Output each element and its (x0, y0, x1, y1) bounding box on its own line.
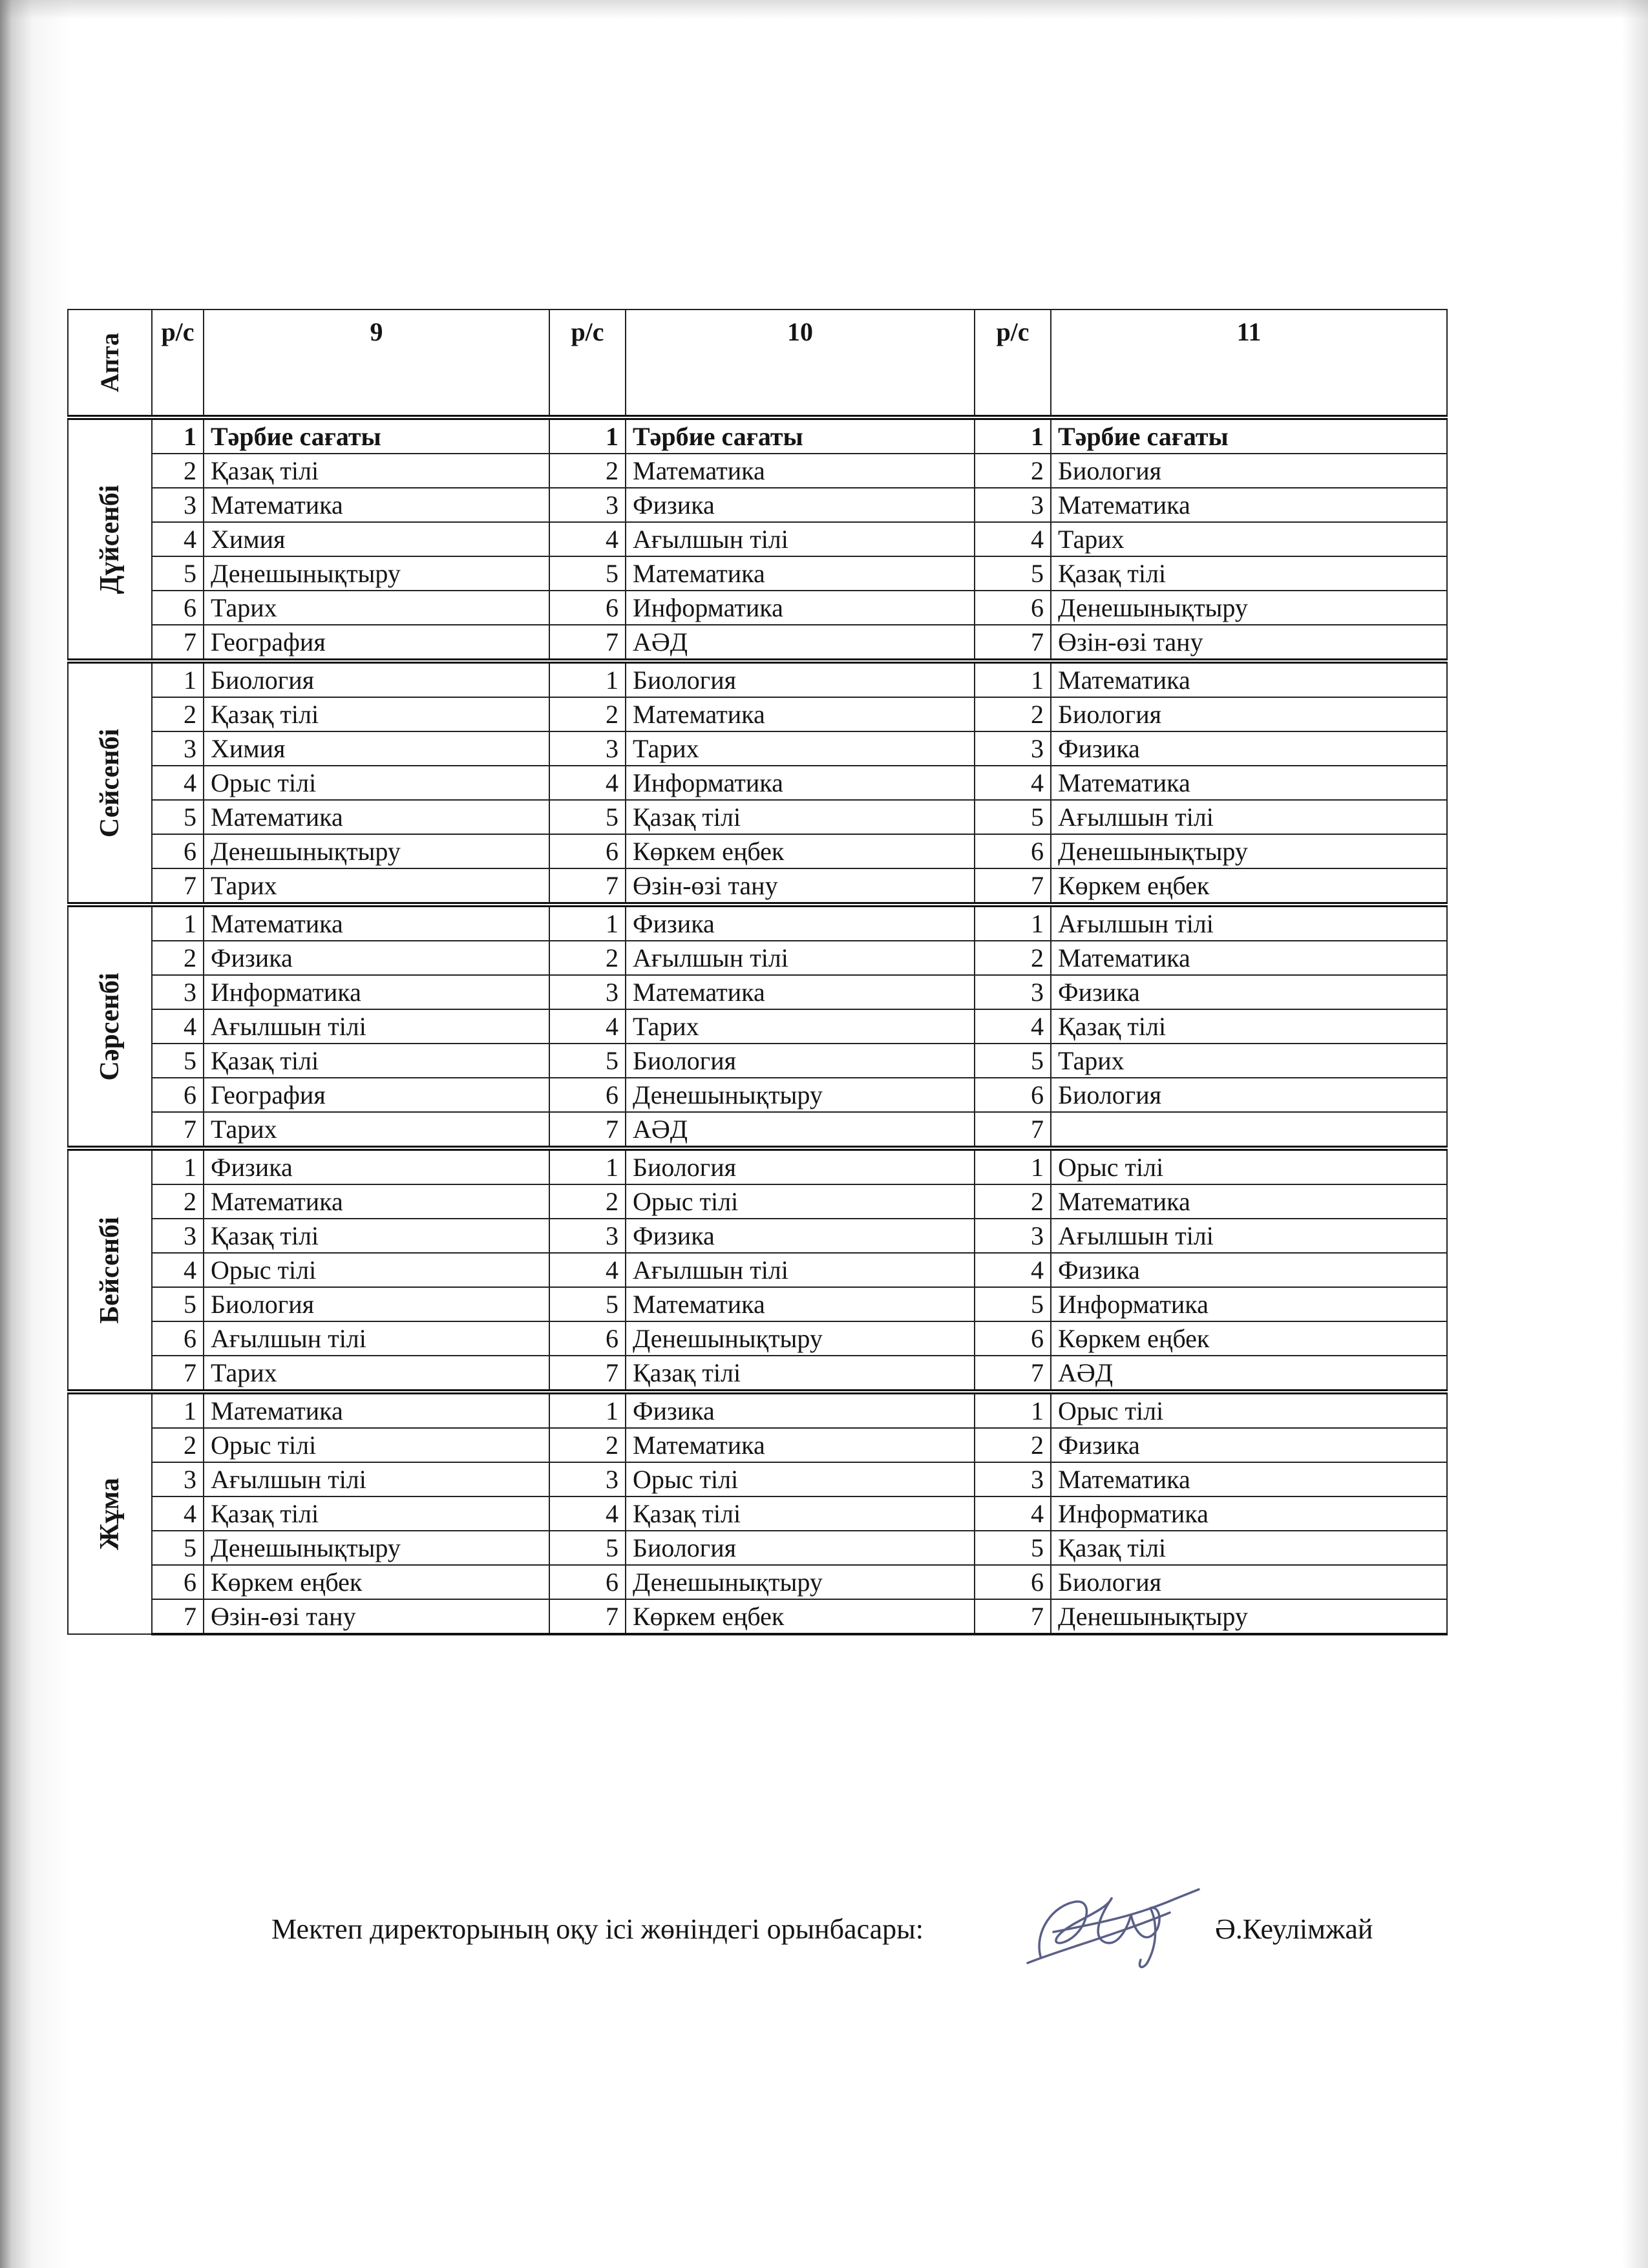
lesson-number-11: 5 (975, 556, 1051, 591)
lesson-number-9: 5 (152, 1044, 204, 1078)
day-name: Сәрсенбі (95, 972, 125, 1080)
handwritten-signature (1015, 1873, 1209, 1976)
subject-10: Математика (626, 1287, 975, 1321)
table-row (68, 556, 1447, 591)
subject-11: Тарих (1051, 522, 1447, 556)
lesson-number-11: 4 (975, 766, 1051, 800)
lesson-number-9: 6 (152, 1078, 204, 1112)
subject-9: Орыс тілі (204, 1428, 549, 1462)
table-row (68, 1009, 1447, 1044)
subject-10: Математика (626, 697, 975, 731)
subject-10: Тарих (626, 1009, 975, 1044)
subject-10: Көркем еңбек (626, 1599, 975, 1634)
lesson-number-11: 6 (975, 834, 1051, 868)
lesson-number-11: 4 (975, 522, 1051, 556)
subject-10: Математика (626, 454, 975, 488)
subject-11: Физика (1051, 1428, 1447, 1462)
lesson-number-11: 6 (975, 1321, 1051, 1356)
lesson-number-9: 2 (152, 454, 204, 488)
subject-10: Биология (626, 661, 975, 697)
table-row (68, 488, 1447, 522)
subject-10: Денешынықтыру (626, 1078, 975, 1112)
subject-9: Қазақ тілі (204, 697, 549, 731)
table-row (68, 1462, 1447, 1496)
day-name: Дүйсенбі (95, 485, 125, 594)
subject-10: Ағылшын тілі (626, 941, 975, 975)
lesson-number-9: 4 (152, 766, 204, 800)
subject-9: Математика (204, 488, 549, 522)
table-row (68, 697, 1447, 731)
lesson-number-header-9: р/с (152, 310, 204, 417)
subject-9: Орыс тілі (204, 1253, 549, 1287)
lesson-number-11: 3 (975, 1462, 1051, 1496)
week-header (68, 310, 152, 417)
scan-shadow-left (0, 0, 71, 2268)
subject-9: Тарих (204, 868, 549, 905)
lesson-number-9: 4 (152, 1496, 204, 1531)
subject-11: Математика (1051, 661, 1447, 697)
subject-11: Физика (1051, 975, 1447, 1009)
table-row (68, 834, 1447, 868)
table-row (68, 1356, 1447, 1392)
lesson-number-10: 2 (549, 1184, 626, 1219)
table-row (68, 1565, 1447, 1599)
lesson-number-10: 4 (549, 522, 626, 556)
scan-shadow-right (1622, 0, 1648, 2268)
subject-9: Денешынықтыру (204, 556, 549, 591)
subject-11: Көркем еңбек (1051, 1321, 1447, 1356)
subject-11: Биология (1051, 454, 1447, 488)
lesson-number-10: 6 (549, 1565, 626, 1599)
table-row (68, 591, 1447, 625)
subject-9: Денешынықтыру (204, 1531, 549, 1565)
lesson-number-10: 1 (549, 1392, 626, 1428)
subject-10: Көркем еңбек (626, 834, 975, 868)
lesson-number-11: 4 (975, 1253, 1051, 1287)
lesson-number-11: 7 (975, 868, 1051, 905)
lesson-number-10: 7 (549, 625, 626, 661)
lesson-number-10: 7 (549, 1112, 626, 1148)
lesson-number-9: 2 (152, 941, 204, 975)
table-row (68, 1112, 1447, 1148)
lesson-number-9: 3 (152, 488, 204, 522)
lesson-number-10: 2 (549, 941, 626, 975)
table-row (68, 1184, 1447, 1219)
lesson-number-10: 4 (549, 1496, 626, 1531)
table-row (68, 625, 1447, 661)
lesson-number-10: 3 (549, 1219, 626, 1253)
lesson-number-9: 5 (152, 556, 204, 591)
deputy-name: Ә.Кеулімжай (1215, 1913, 1373, 1945)
subject-11: Биология (1051, 697, 1447, 731)
table-row (68, 1599, 1447, 1634)
lesson-number-11: 4 (975, 1009, 1051, 1044)
lesson-number-10: 5 (549, 1531, 626, 1565)
subject-10: Биология (626, 1044, 975, 1078)
lesson-number-11: 6 (975, 1078, 1051, 1112)
subject-10: Тәрбие сағаты (626, 417, 975, 454)
subject-10: Орыс тілі (626, 1462, 975, 1496)
subject-10: Қазақ тілі (626, 800, 975, 834)
table-row (68, 905, 1447, 941)
lesson-number-11: 3 (975, 488, 1051, 522)
lesson-number-10: 4 (549, 1253, 626, 1287)
lesson-number-11: 2 (975, 941, 1051, 975)
lesson-number-11: 2 (975, 1184, 1051, 1219)
subject-11: Қазақ тілі (1051, 1009, 1447, 1044)
subject-9: Денешынықтыру (204, 834, 549, 868)
table-row (68, 417, 1447, 454)
subject-11: Информатика (1051, 1287, 1447, 1321)
subject-9: Қазақ тілі (204, 454, 549, 488)
class-10-header: 10 (626, 310, 975, 417)
lesson-number-10: 4 (549, 766, 626, 800)
subject-10: Математика (626, 975, 975, 1009)
subject-10: Тарих (626, 731, 975, 766)
lesson-number-9: 3 (152, 1462, 204, 1496)
subject-9: Ағылшын тілі (204, 1009, 549, 1044)
lesson-number-11: 1 (975, 661, 1051, 697)
table-row (68, 1496, 1447, 1531)
lesson-number-11: 4 (975, 1496, 1051, 1531)
lesson-number-11: 3 (975, 731, 1051, 766)
lesson-number-10: 6 (549, 834, 626, 868)
lesson-number-10: 5 (549, 1044, 626, 1078)
subject-10: Өзін-өзі тану (626, 868, 975, 905)
lesson-number-9: 7 (152, 1356, 204, 1392)
day-name: Сейсенбі (95, 728, 125, 837)
subject-10: Математика (626, 1428, 975, 1462)
table-row (68, 800, 1447, 834)
header-row (68, 310, 1447, 417)
subject-9: Информатика (204, 975, 549, 1009)
class-9-header: 9 (204, 310, 549, 417)
subject-9: Тарих (204, 1356, 549, 1392)
lesson-number-9: 2 (152, 1184, 204, 1219)
lesson-number-9: 7 (152, 868, 204, 905)
table-row (68, 941, 1447, 975)
table-row (68, 1392, 1447, 1428)
subject-10: Информатика (626, 591, 975, 625)
subject-11 (1051, 1112, 1447, 1148)
subject-9: Математика (204, 1184, 549, 1219)
lesson-number-10: 6 (549, 1321, 626, 1356)
lesson-number-9: 2 (152, 697, 204, 731)
lesson-number-11: 1 (975, 905, 1051, 941)
lesson-number-10: 7 (549, 1356, 626, 1392)
lesson-number-11: 1 (975, 1148, 1051, 1184)
lesson-number-10: 2 (549, 454, 626, 488)
lesson-number-10: 2 (549, 1428, 626, 1462)
subject-10: Физика (626, 1392, 975, 1428)
day-cell (68, 1392, 152, 1634)
lesson-number-11: 6 (975, 591, 1051, 625)
table-row (68, 454, 1447, 488)
lesson-number-11: 2 (975, 697, 1051, 731)
lesson-number-10: 1 (549, 905, 626, 941)
subject-9: Физика (204, 1148, 549, 1184)
lesson-number-10: 1 (549, 1148, 626, 1184)
subject-11: Қазақ тілі (1051, 556, 1447, 591)
subject-10: АӘД (626, 625, 975, 661)
subject-10: Денешынықтыру (626, 1565, 975, 1599)
subject-11: АӘД (1051, 1356, 1447, 1392)
lesson-number-9: 7 (152, 1112, 204, 1148)
subject-11: Математика (1051, 488, 1447, 522)
lesson-number-10: 3 (549, 1462, 626, 1496)
subject-10: Физика (626, 1219, 975, 1253)
lesson-number-9: 4 (152, 1009, 204, 1044)
subject-9: Физика (204, 941, 549, 975)
lesson-number-11: 7 (975, 1356, 1051, 1392)
lesson-number-9: 5 (152, 1531, 204, 1565)
lesson-number-10: 6 (549, 591, 626, 625)
subject-9: Химия (204, 731, 549, 766)
lesson-number-11: 7 (975, 625, 1051, 661)
class-11-header: 11 (1051, 310, 1447, 417)
lesson-number-9: 3 (152, 1219, 204, 1253)
lesson-number-11: 5 (975, 800, 1051, 834)
subject-10: Ағылшын тілі (626, 522, 975, 556)
subject-10: Ағылшын тілі (626, 1253, 975, 1287)
table-row (68, 1253, 1447, 1287)
lesson-number-9: 7 (152, 625, 204, 661)
table-row (68, 1044, 1447, 1078)
lesson-number-10: 3 (549, 975, 626, 1009)
lesson-number-11: 1 (975, 417, 1051, 454)
lesson-number-10: 5 (549, 800, 626, 834)
subject-11: Тарих (1051, 1044, 1447, 1078)
subject-9: Қазақ тілі (204, 1044, 549, 1078)
subject-11: Өзін-өзі тану (1051, 625, 1447, 661)
day-cell (68, 1148, 152, 1392)
lesson-number-11: 5 (975, 1044, 1051, 1078)
lesson-number-9: 5 (152, 800, 204, 834)
lesson-number-11: 7 (975, 1112, 1051, 1148)
subject-11: Математика (1051, 766, 1447, 800)
subject-9: География (204, 625, 549, 661)
day-name: Жұма (95, 1478, 125, 1550)
lesson-number-10: 7 (549, 868, 626, 905)
table-row (68, 1148, 1447, 1184)
subject-9: Математика (204, 800, 549, 834)
subject-10: Физика (626, 488, 975, 522)
subject-10: Орыс тілі (626, 1184, 975, 1219)
lesson-number-10: 1 (549, 417, 626, 454)
subject-11: Физика (1051, 731, 1447, 766)
table-row (68, 522, 1447, 556)
lesson-number-9: 4 (152, 1253, 204, 1287)
lesson-number-10: 3 (549, 488, 626, 522)
lesson-number-9: 1 (152, 417, 204, 454)
subject-11: Математика (1051, 1184, 1447, 1219)
subject-11: Математика (1051, 941, 1447, 975)
lesson-number-9: 7 (152, 1599, 204, 1634)
lesson-number-11: 5 (975, 1531, 1051, 1565)
lesson-number-11: 3 (975, 1219, 1051, 1253)
table-row (68, 868, 1447, 905)
lesson-number-11: 5 (975, 1287, 1051, 1321)
lesson-number-9: 1 (152, 661, 204, 697)
timetable-body (68, 417, 1447, 1634)
lesson-number-9: 6 (152, 834, 204, 868)
subject-11: Көркем еңбек (1051, 868, 1447, 905)
lesson-number-10: 5 (549, 556, 626, 591)
lesson-number-9: 1 (152, 905, 204, 941)
subject-11: Биология (1051, 1565, 1447, 1599)
subject-9: Ағылшын тілі (204, 1462, 549, 1496)
subject-9: Математика (204, 1392, 549, 1428)
lesson-number-10: 7 (549, 1599, 626, 1634)
subject-11: Биология (1051, 1078, 1447, 1112)
subject-11: Информатика (1051, 1496, 1447, 1531)
lesson-number-9: 5 (152, 1287, 204, 1321)
lesson-number-10: 1 (549, 661, 626, 697)
table-row (68, 1287, 1447, 1321)
deputy-position-label: Мектеп директорының оқу ісі жөніндегі орынбасары: (271, 1913, 924, 1945)
lesson-number-11: 7 (975, 1599, 1051, 1634)
subject-11: Математика (1051, 1462, 1447, 1496)
table-row (68, 975, 1447, 1009)
lesson-number-9: 3 (152, 731, 204, 766)
subject-9: Ағылшын тілі (204, 1321, 549, 1356)
subject-11: Ағылшын тілі (1051, 800, 1447, 834)
table-row (68, 661, 1447, 697)
subject-11: Денешынықтыру (1051, 1599, 1447, 1634)
subject-11: Денешынықтыру (1051, 591, 1447, 625)
subject-9: Қазақ тілі (204, 1496, 549, 1531)
lesson-number-9: 1 (152, 1392, 204, 1428)
table-row (68, 1531, 1447, 1565)
subject-10: Биология (626, 1531, 975, 1565)
lesson-number-11: 6 (975, 1565, 1051, 1599)
lesson-number-11: 2 (975, 454, 1051, 488)
subject-11: Денешынықтыру (1051, 834, 1447, 868)
subject-9: Қазақ тілі (204, 1219, 549, 1253)
subject-10: Биология (626, 1148, 975, 1184)
scan-shadow-top (0, 0, 1648, 19)
subject-11: Тәрбие сағаты (1051, 417, 1447, 454)
lesson-number-10: 2 (549, 697, 626, 731)
subject-9: География (204, 1078, 549, 1112)
lesson-number-9: 6 (152, 1565, 204, 1599)
lesson-number-header-11: р/с (975, 310, 1051, 417)
table-row (68, 1219, 1447, 1253)
footer (271, 1898, 1474, 1976)
lesson-number-9: 1 (152, 1148, 204, 1184)
subject-9: Орыс тілі (204, 766, 549, 800)
subject-9: Тарих (204, 591, 549, 625)
lesson-number-10: 3 (549, 731, 626, 766)
subject-11: Ағылшын тілі (1051, 1219, 1447, 1253)
subject-9: Тарих (204, 1112, 549, 1148)
subject-10: Физика (626, 905, 975, 941)
lesson-number-11: 1 (975, 1392, 1051, 1428)
day-name: Бейсенбі (95, 1216, 125, 1324)
subject-9: Көркем еңбек (204, 1565, 549, 1599)
table-row (68, 1078, 1447, 1112)
timetable (67, 309, 1448, 1635)
table-row (68, 1428, 1447, 1462)
week-header-label: Апта (95, 332, 124, 393)
lesson-number-11: 3 (975, 975, 1051, 1009)
subject-9: Биология (204, 1287, 549, 1321)
lesson-number-9: 4 (152, 522, 204, 556)
lesson-number-9: 6 (152, 1321, 204, 1356)
lesson-number-header-10: р/с (549, 310, 626, 417)
subject-9: Биология (204, 661, 549, 697)
subject-11: Орыс тілі (1051, 1148, 1447, 1184)
lesson-number-9: 6 (152, 591, 204, 625)
lesson-number-10: 6 (549, 1078, 626, 1112)
subject-9: Тәрбие сағаты (204, 417, 549, 454)
table-row (68, 766, 1447, 800)
table-row (68, 731, 1447, 766)
subject-11: Қазақ тілі (1051, 1531, 1447, 1565)
lesson-number-9: 3 (152, 975, 204, 1009)
subject-10: Денешынықтыру (626, 1321, 975, 1356)
subject-11: Ағылшын тілі (1051, 905, 1447, 941)
subject-10: Қазақ тілі (626, 1496, 975, 1531)
subject-9: Математика (204, 905, 549, 941)
lesson-number-11: 2 (975, 1428, 1051, 1462)
subject-11: Физика (1051, 1253, 1447, 1287)
subject-9: Өзін-өзі тану (204, 1599, 549, 1634)
subject-10: Математика (626, 556, 975, 591)
lesson-number-10: 4 (549, 1009, 626, 1044)
subject-11: Орыс тілі (1051, 1392, 1447, 1428)
subject-9: Химия (204, 522, 549, 556)
subject-10: Информатика (626, 766, 975, 800)
lesson-number-10: 5 (549, 1287, 626, 1321)
lesson-number-9: 2 (152, 1428, 204, 1462)
day-cell (68, 905, 152, 1148)
subject-10: Қазақ тілі (626, 1356, 975, 1392)
day-cell (68, 661, 152, 905)
subject-10: АӘД (626, 1112, 975, 1148)
table-row (68, 1321, 1447, 1356)
day-cell (68, 417, 152, 661)
